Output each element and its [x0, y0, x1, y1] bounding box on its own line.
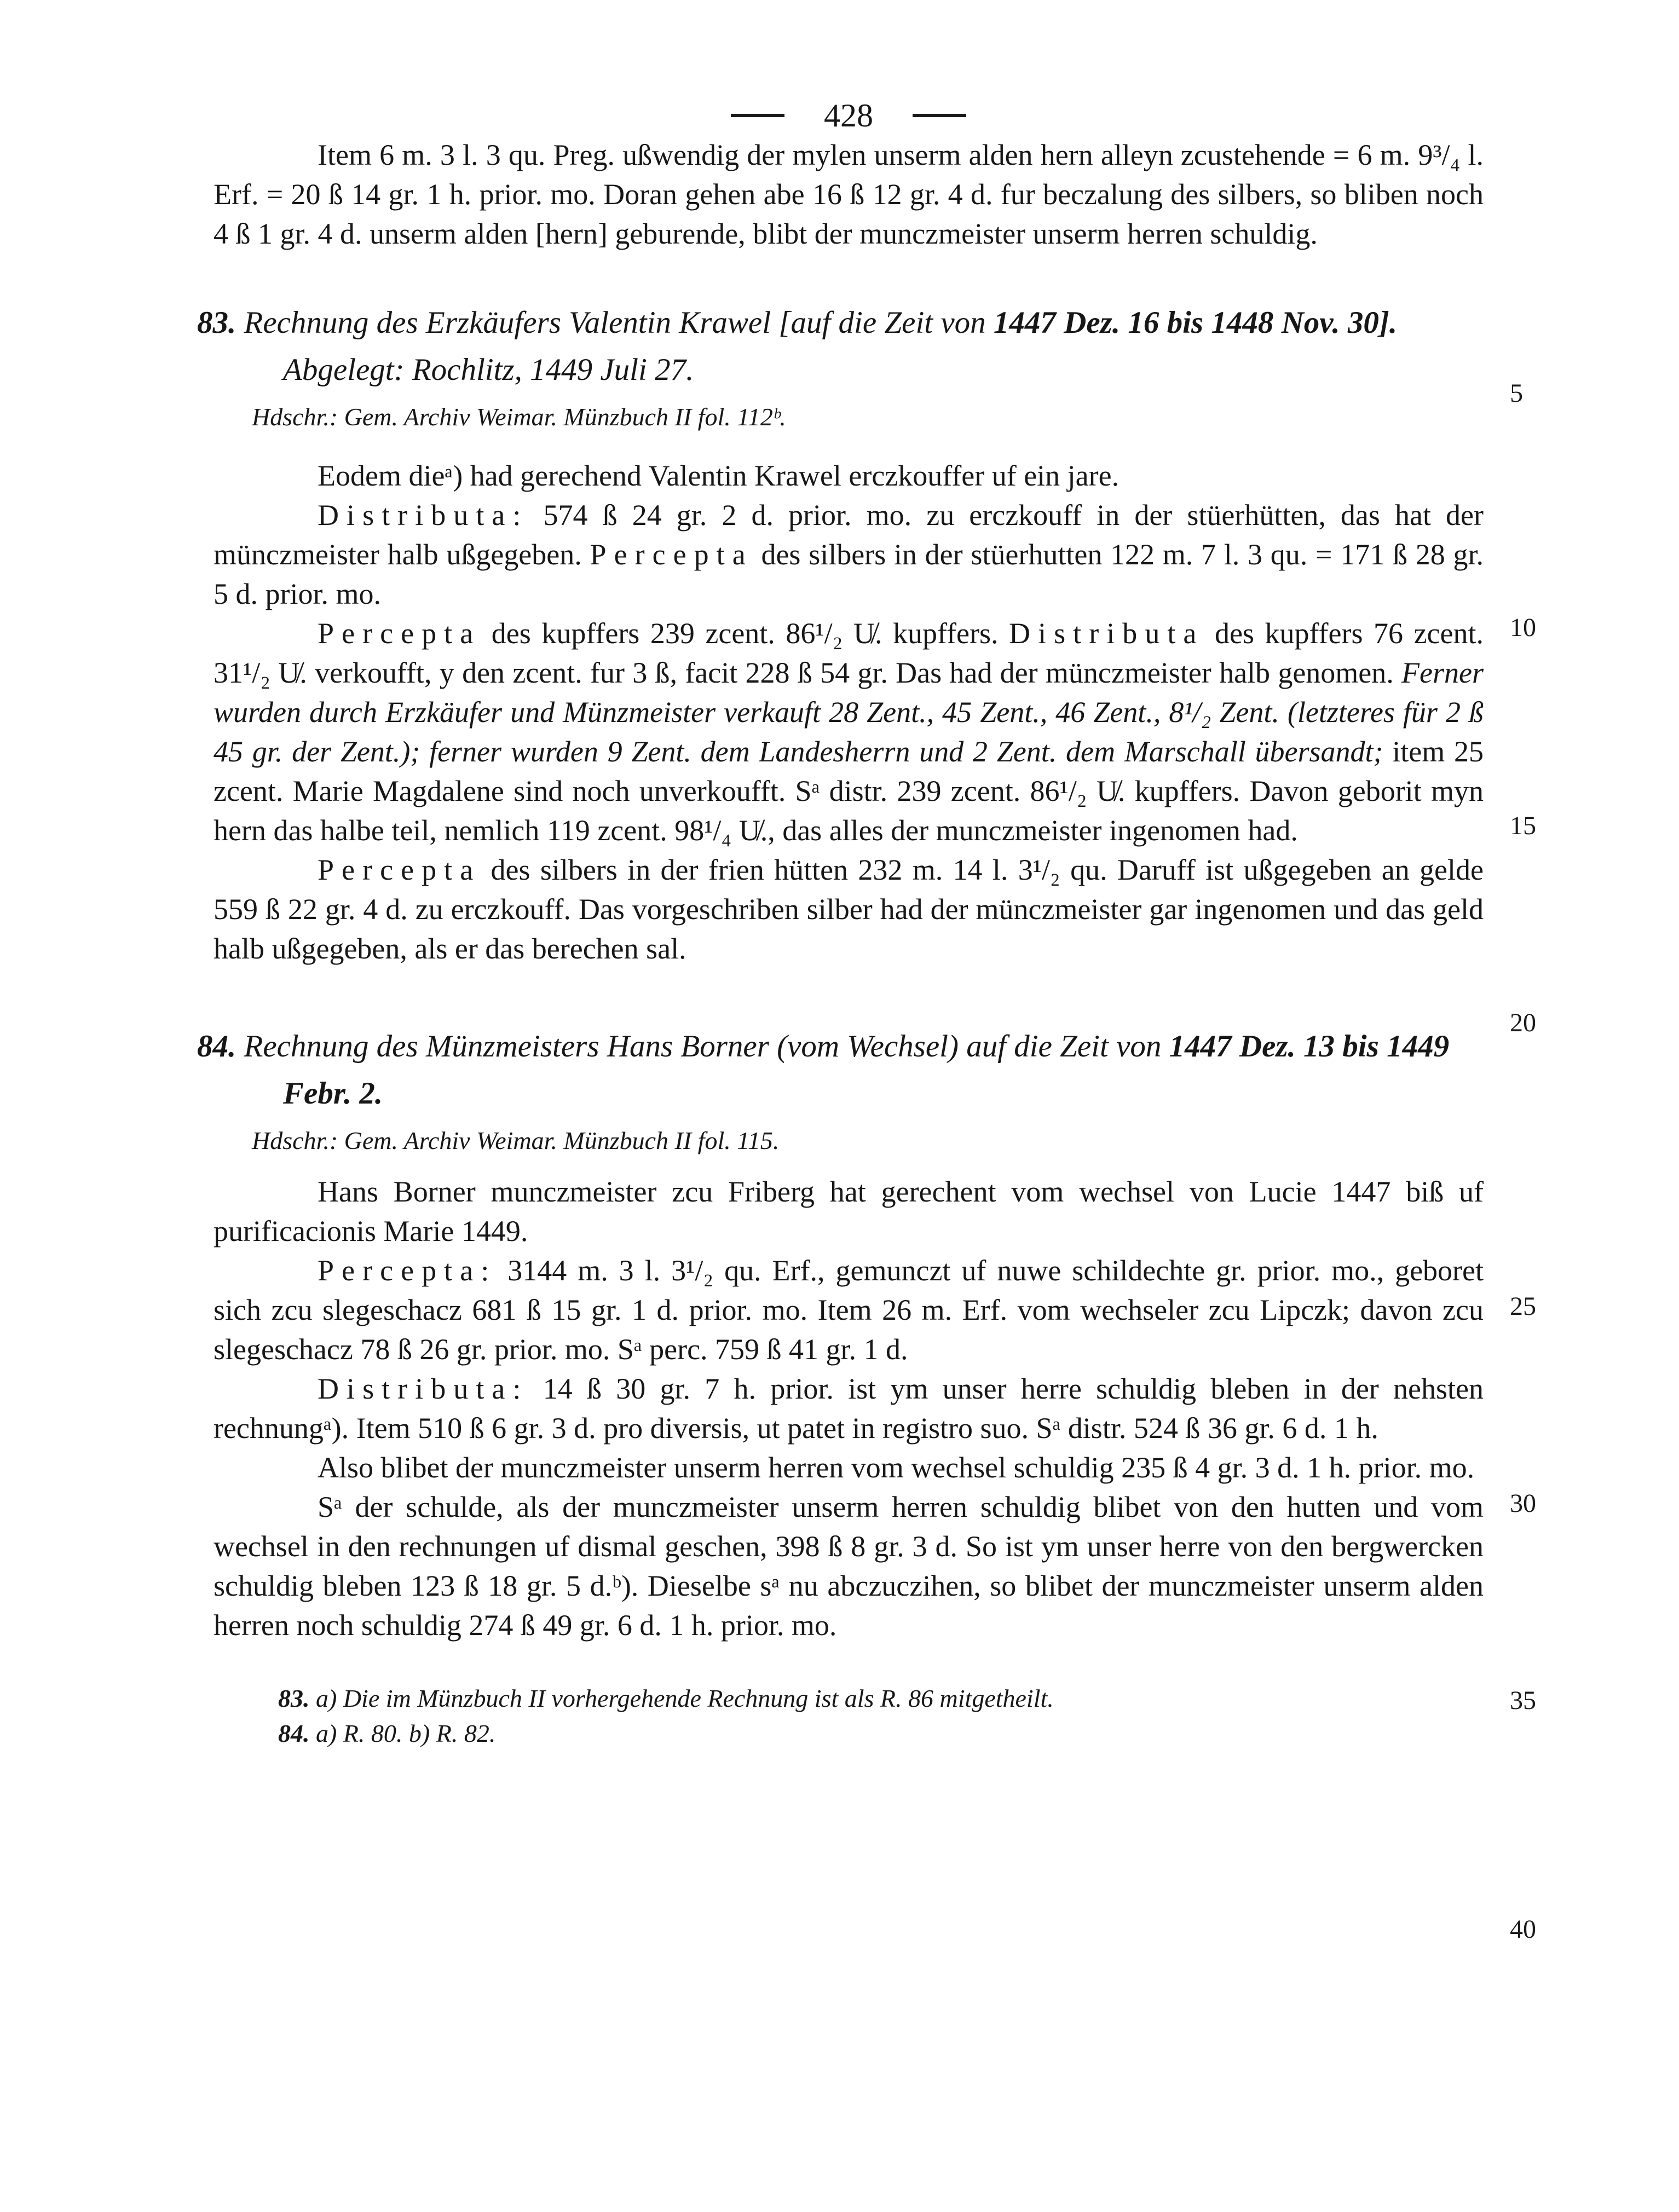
paragraph-summa-schulde — [214, 1487, 1484, 1645]
spaced-word-percepta-silber: Percepta — [318, 853, 481, 886]
footnote-83 — [278, 1681, 1484, 1716]
record-83-title-date: 1447 Dez. 16 bis 1448 Nov. 30]. — [993, 305, 1398, 340]
intro-text: Item 6 m. 3 l. 3 qu. Preg. ußwendig der mylen unserm alden hern alleyn zcustehende = 6 m. 9³/₄ l. Erf. = 20 ß 14 gr. 1 h. prior. mo. Doran gehen abe 16 ß 12 gr. 4 d. fur beczalung des silbers, so bliben noch 4 ß 1 gr. 4 d. unserm alden [hern] geburende, blibt der munczmeister unserm herren schuldig. — [214, 138, 1484, 250]
spaced-word-percepta: Percepta — [590, 538, 753, 571]
paragraph-eodem — [214, 456, 1484, 495]
paragraph-silber-frei — [214, 850, 1484, 968]
paragraph-kupffer-text-3: item 25 zcent. Marie Magdalene sind noch unverkoufft. Sᵃ distr. 239 zcent. 86¹/₂ U̸. kupffers. Davon geborit myn hern das halbe teil, nemlich 119 zcent. 98¹/₄ U̸., das alles der munczmeister ingenomen had. — [214, 735, 1484, 847]
spaced-word-percepta-kupffer: Percepta — [318, 617, 481, 650]
footnote-83-number: 83. — [278, 1684, 310, 1712]
paragraph-silber-frei-text: des silbers in der frien hütten 232 m. 14 l. 3¹/₂ qu. Daruff ist ußgegeben an gelde 559 ß 22 gr. 4 d. zu erczkouff. Das vorgeschriben silber had der münczmeister gar ingenomen und das geld halb ußgegeben, als er das berechen sal. — [214, 853, 1484, 965]
margin-line-number-5: 5 — [1510, 379, 1523, 408]
text-block — [197, 0, 1484, 1751]
paragraph-also-blibet — [214, 1448, 1484, 1487]
paragraph-distributa-84-text: 14 ß 30 gr. 7 h. prior. ist ym unser herre schuldig bleben in der nehsten rechnungᵃ). Item 510 ß 6 gr. 3 d. pro diversis, ut patet in registro suo. Sᵃ distr. 524 ß 36 gr. 6 d. 1 h. — [214, 1372, 1484, 1445]
record-84-heading — [197, 1023, 1484, 1117]
paragraph-kupffer-text-2: des kupffers 76 zcent. 31¹/₂ U̸. verkoufft, y den zcent. fur 3 ß, facit 228 ß 54 gr. Das had der münczmeister halb genomen. — [214, 617, 1484, 689]
record-84-title-lead: Rechnung des Münzmeisters Hans Borner (vom Wechsel) auf die Zeit von — [244, 1029, 1162, 1064]
record-83-title-tail: Abgelegt: Rochlitz, 1449 Juli 27. — [283, 353, 694, 387]
margin-line-number-20: 20 — [1510, 1008, 1536, 1037]
paragraph-summa-schulde-text: Sᵃ der schulde, als der munczmeister unserm herren schuldig blibet von den hutten und vom wechsel in den rechnungen uf dismal geschen, 398 ß 8 gr. 3 d. So ist ym unser herre von den bergwercken schuldig bleben 123 ß 18 gr. 5 d.ᵇ). Dieselbe sᵃ nu abczuczihen, so blibet der munczmeister unserm alden herren noch schuldig 274 ß 49 gr. 6 d. 1 h. prior. mo. — [214, 1491, 1484, 1642]
footnotes — [278, 1681, 1484, 1751]
record-84-body — [214, 1172, 1484, 1645]
intro-paragraph — [214, 135, 1484, 253]
record-83-manuscript-source: Hdschr.: Gem. Archiv Weimar. Münzbuch II fol. 112ᵇ. — [252, 403, 786, 431]
margin-line-number-10: 10 — [1510, 613, 1536, 642]
header-rule-right — [913, 114, 966, 117]
record-83-body — [214, 456, 1484, 968]
running-head — [214, 96, 1484, 135]
record-83-heading — [197, 299, 1484, 394]
record-83-title-lead: Rechnung des Erzkäufers Valentin Krawel [auf die Zeit von — [244, 305, 986, 340]
record-84-manuscript-source: Hdschr.: Gem. Archiv Weimar. Münzbuch II fol. 115. — [252, 1127, 780, 1154]
margin-line-number-15: 15 — [1510, 811, 1536, 840]
paragraph-distributa-83-text-1: 574 ß 24 gr. 2 d. prior. mo. zu erczkouff in der stüerhütten, das hat der münczmeister halb ußgegeben. — [214, 499, 1484, 571]
record-84-title-date: 1447 Dez. 13 bis 1449 Febr. 2. — [283, 1029, 1450, 1111]
footnote-84 — [278, 1716, 1484, 1751]
margin-line-number-35: 35 — [1510, 1686, 1536, 1715]
paragraph-also-blibet-text: Also blibet der munczmeister unserm herren vom wechsel schuldig 235 ß 4 gr. 3 d. 1 h. prior. mo. — [318, 1451, 1475, 1484]
paragraph-distributa-84 — [214, 1369, 1484, 1448]
record-83-number: 83. — [197, 305, 236, 340]
paragraph-distributa-83-text-2: des silbers in der stüerhutten 122 m. 7 l. 3 qu. = 171 ß 28 gr. 5 d. prior. mo. — [214, 538, 1484, 610]
spaced-word-percepta-84: Percepta: — [318, 1254, 497, 1287]
footnote-83-text: a) Die im Münzbuch II vorhergehende Rechnung ist als R. 86 mitgetheilt. — [316, 1684, 1054, 1712]
margin-line-number-25: 25 — [1510, 1292, 1536, 1321]
paragraph-percepta-84-text: 3144 m. 3 l. 3¹/₂ qu. Erf., gemunczt uf nuwe schildechte gr. prior. mo., geboret sich zcu slegeschacz 681 ß 15 gr. 1 d. prior. mo. Item 26 m. Erf. vom wechseler zcu Lipczk; davon zcu slegeschacz 78 ß 26 gr. prior. mo. Sᵃ perc. 759 ß 41 gr. 1 d. — [214, 1254, 1484, 1366]
paragraph-hans-borner-text: Hans Borner munczmeister zcu Friberg hat gerechent vom wechsel von Lucie 1447 biß uf purificacionis Marie 1449. — [214, 1175, 1484, 1248]
paragraph-percepta-84 — [214, 1251, 1484, 1369]
margin-line-number-30: 30 — [1510, 1489, 1536, 1518]
spaced-word-distributa-kupffer: Distributa — [1009, 617, 1204, 650]
paragraph-hans-borner — [214, 1172, 1484, 1251]
margin-line-number-40: 40 — [1510, 1915, 1536, 1944]
page-number: 428 — [824, 97, 873, 134]
editor-note-italic: Ferner wurden durch Erzkäufer und Münzmeister verkauft 28 Zent., 45 Zent., 46 Zent., 8¹/₂ Zent. (letzteres für 2 ß 45 gr. der Zent.); ferner wurden 9 Zent. dem Landesherrn und 2 Zent. dem Marschall übersandt; — [214, 656, 1484, 768]
record-84-number: 84. — [197, 1029, 236, 1064]
intro-continuation — [214, 135, 1484, 253]
paragraph-eodem-text: Eodem dieᵃ) had gerechend Valentin Krawel erczkouffer uf ein jare. — [318, 459, 1120, 492]
header-rule-left — [731, 114, 784, 117]
spaced-word-distributa: Distributa: — [318, 499, 529, 532]
footnote-84-number: 84. — [278, 1719, 310, 1747]
paragraph-distributa-83 — [214, 495, 1484, 614]
paragraph-kupffer-text-1: des kupffers 239 zcent. 86¹/₂ U̸. kupffers. — [481, 617, 1009, 650]
paragraph-kupffer — [214, 614, 1484, 850]
spaced-word-distributa-84: Distributa: — [318, 1372, 529, 1405]
footnote-84-text: a) R. 80. b) R. 82. — [316, 1719, 496, 1747]
